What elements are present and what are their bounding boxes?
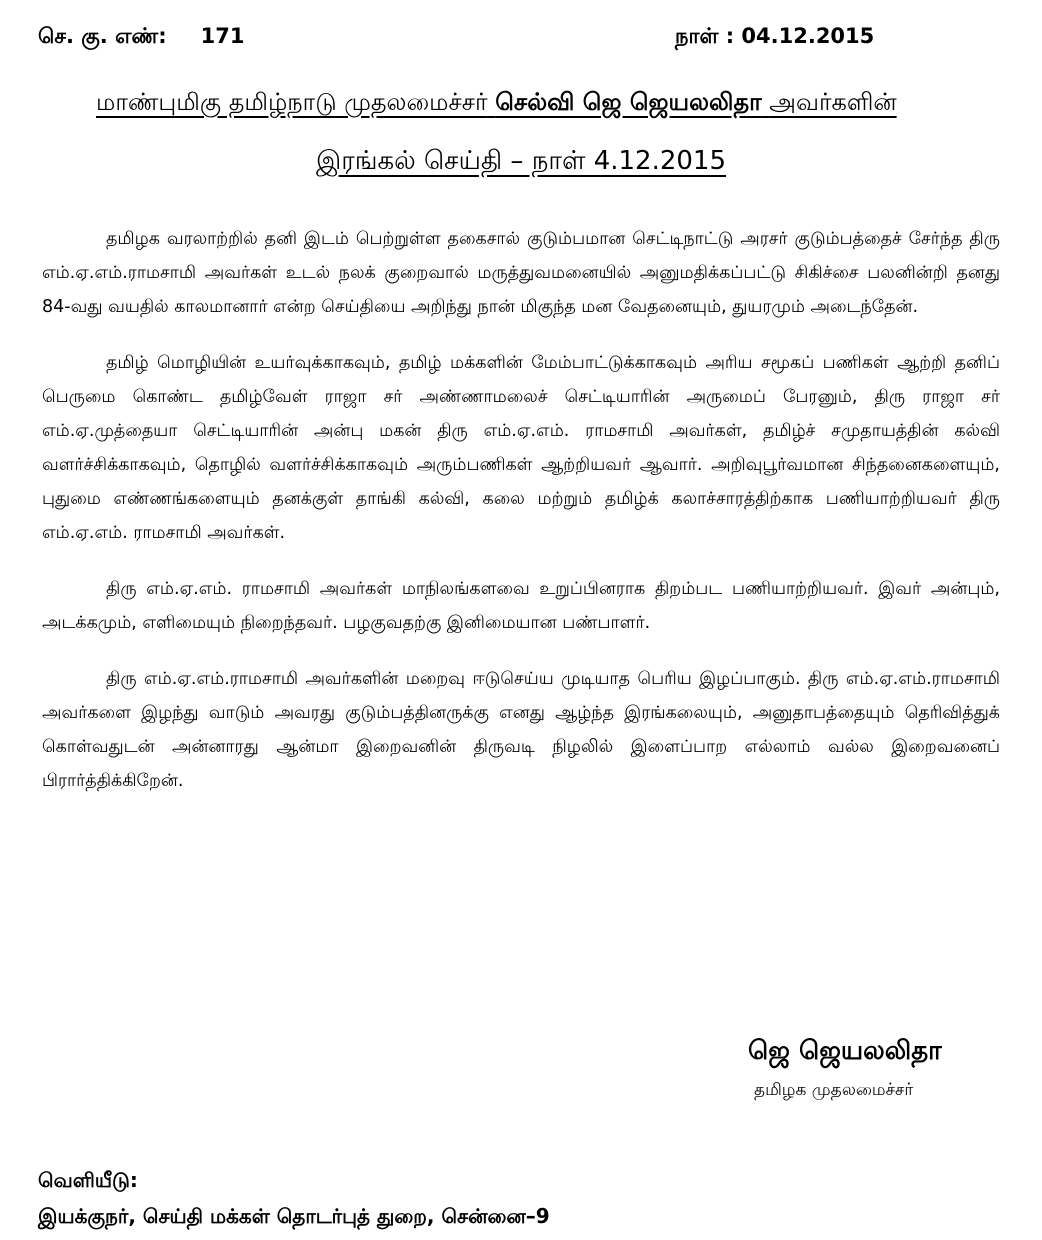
document-subtitle: இரங்கல் செய்தி – நாள் 4.12.2015 (315, 146, 727, 176)
title-suffix: அவர்களின் (769, 88, 897, 116)
reference-value: 171 (200, 24, 245, 48)
signatory-designation: தமிழக முதலமைச்சர் (754, 1080, 914, 1100)
reference-label: செ. கு. எண்: (38, 24, 167, 48)
document-title (96, 88, 956, 119)
title-prefix: மாண்புமிகு தமிழ்நாடு முதலமைச்சர் (96, 88, 488, 116)
paragraph-2: தமிழ் மொழியின் உயர்வுக்காகவும், தமிழ் மக்களின் மேம்பாட்டுக்காகவும் அரிய சமூகப் பணிகள் ஆற்றி தனிப் பெருமை கொண்ட தமிழ்வேள் ராஜா சர் அண்ணாமலைச் செட்டியாரின் அருமைப் பேரனும், திரு ராஜா சர் எம்.ஏ.முத்தையா செட்டியாரின் அன்பு மகன் திரு எம்.ஏ.எம். ராமசாமி அவர்கள், தமிழ்ச் சமுதாயத்தின் கல்வி வளர்ச்சிக்காகவும், தொழில் வளர்ச்சிக்காகவும் அரும்பணிகள் ஆற்றியவர் ஆவார். அறிவுபூர்வமான சிந்தனைகளையும், புதுமை எண்ணங்களையும் தனக்குள் தாங்கி கல்வி, கலை மற்றும் தமிழ்க் கலாச்சாரத்திற்காக பணியாற்றியவர் திரு எம்.ஏ.எம். ராமசாமி அவர்கள். (42, 353, 1000, 543)
reference-number (38, 24, 244, 51)
paragraph-1: தமிழக வரலாற்றில் தனி இடம் பெற்றுள்ள தகைசால் குடும்பமான செட்டிநாட்டு அரசர் குடும்பத்தைச் சேர்ந்த திரு எம்.ஏ.எம்.ராமசாமி அவர்கள் உடல் நலக் குறைவால் மருத்துவமனையில் அனுமதிக்கப்பட்டு சிகிச்சை பலனின்றி தனது 84-வது வயதில் காலமானார் என்ற செய்தியை அறிந்து நான் மிகுந்த மன வேதனையும், துயரமும் அடைந்தேன். (42, 229, 1000, 317)
paragraph-3: திரு எம்.ஏ.எம். ராமசாமி அவர்கள் மாநிலங்களவை உறுப்பினராக திறம்பட பணியாற்றியவர். இவர் அன்பும், அடக்கமும், எளிமையும் நிறைந்தவர். பழகுவதற்கு இனிமையான பண்பாளர். (42, 579, 1000, 633)
paragraph-4: திரு எம்.ஏ.எம்.ராமசாமி அவர்களின் மறைவு ஈடுசெய்ய முடியாத பெரிய இழப்பாகும். திரு எம்.ஏ.எம்.ராமசாமி அவர்களை இழந்து வாடும் அவரது குடும்பத்தினருக்கு எனது ஆழ்ந்த இரங்கலையும், அனுதாபத்தையும் தெரிவித்துக் கொள்வதுடன் அன்னாரது ஆன்மா இறைவனின் திருவடி நிழலில் இளைப்பாற எல்லாம் வல்ல இறைவனைப் பிரார்த்திக்கிறேன். (42, 669, 1000, 791)
signatory-name: ஜெ ஜெயலலிதா (748, 1036, 942, 1066)
release-issuer: இயக்குநர், செய்தி மக்கள் தொடர்புத் துறை, சென்னை–9 (38, 1204, 550, 1228)
document-date: நாள் : 04.12.2015 (675, 24, 875, 48)
message-body (42, 222, 1000, 820)
title-name: செல்வி ஜெ ஜெயலலிதா (495, 88, 762, 116)
release-label: வெளியீடு: (38, 1168, 138, 1192)
